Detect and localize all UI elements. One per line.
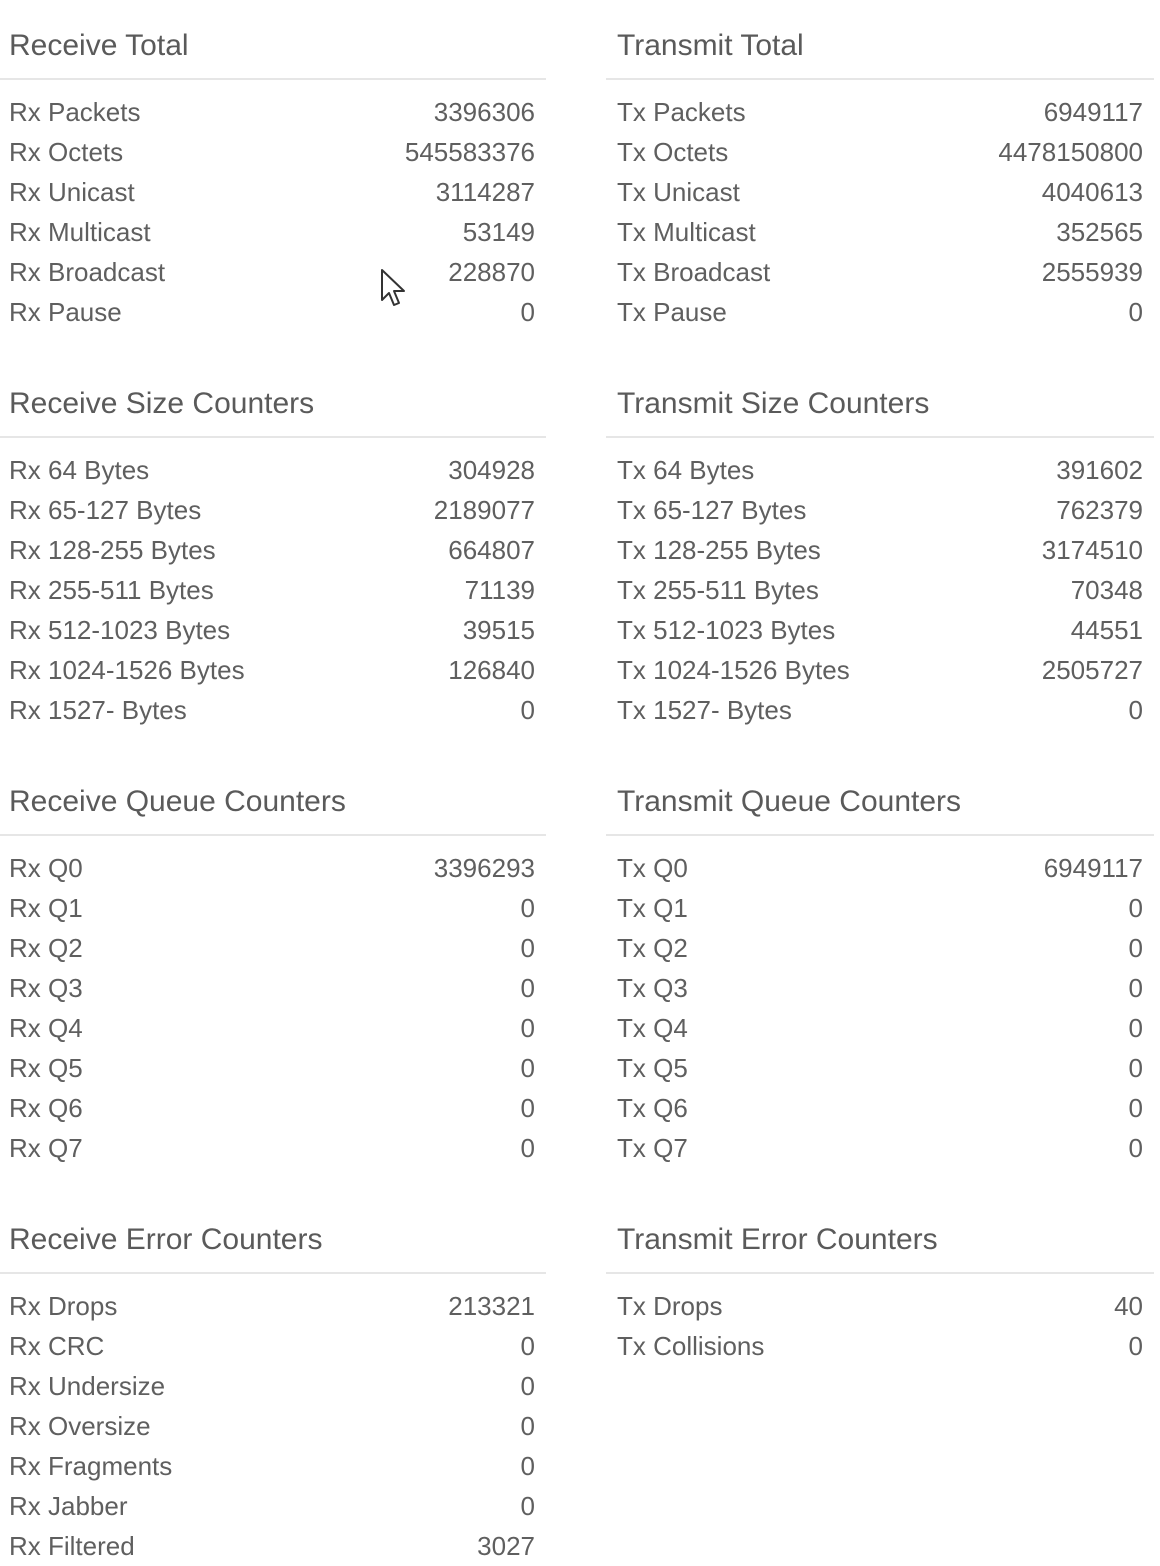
counter-value: 0 [520, 297, 535, 327]
counter-value: 0 [520, 1053, 535, 1083]
counter-value: 304928 [448, 455, 535, 485]
receive-size-section [0, 358, 546, 730]
counter-label: Rx Octets [9, 137, 124, 167]
counter-value: 0 [520, 1331, 535, 1361]
counter-label: Rx 1024-1526 Bytes [9, 655, 245, 685]
counter-row [606, 132, 1154, 172]
counter-row [0, 1326, 546, 1366]
transmit-error-section [606, 1194, 1154, 1366]
section-title: Transmit Total [606, 0, 1154, 80]
counter-label: Tx Q7 [617, 1133, 688, 1163]
counter-label: Tx Q2 [617, 933, 688, 963]
counter-label: Tx 255-511 Bytes [617, 575, 819, 605]
counter-value: 3027 [477, 1531, 535, 1561]
counter-value: 6949117 [1043, 853, 1143, 883]
counter-row [606, 252, 1154, 292]
counter-list [0, 80, 546, 332]
counter-label: Tx Collisions [617, 1331, 765, 1361]
counter-row [0, 132, 546, 172]
counter-label: Tx 128-255 Bytes [617, 535, 821, 565]
counter-row [606, 1088, 1154, 1128]
counter-value: 0 [1128, 1053, 1143, 1083]
counter-row [606, 1326, 1154, 1366]
counter-row [0, 212, 546, 252]
counter-row [0, 650, 546, 690]
counter-row [0, 570, 546, 610]
counter-row [0, 610, 546, 650]
counter-value: 0 [1128, 973, 1143, 1003]
counter-row [0, 1406, 546, 1446]
counter-label: Tx Broadcast [617, 257, 771, 287]
counter-value: 0 [1128, 695, 1143, 725]
counter-label: Tx Packets [617, 97, 746, 127]
counter-label: Tx Q6 [617, 1093, 688, 1123]
counter-row [0, 1088, 546, 1128]
counter-row [0, 172, 546, 212]
counter-value: 0 [520, 1013, 535, 1043]
counter-value: 0 [1128, 933, 1143, 963]
counter-label: Tx Pause [617, 297, 727, 327]
counter-list [0, 1274, 546, 1566]
counter-label: Rx Q4 [9, 1013, 83, 1043]
counter-row [606, 848, 1154, 888]
counter-row [606, 1008, 1154, 1048]
counter-row [0, 252, 546, 292]
counter-value: 0 [520, 1451, 535, 1481]
counter-label: Rx Pause [9, 297, 122, 327]
counter-row [0, 690, 546, 730]
counter-row [0, 1366, 546, 1406]
counter-row [606, 1128, 1154, 1168]
counter-value: 53149 [462, 217, 535, 247]
counter-row [606, 1048, 1154, 1088]
counter-row [0, 1486, 546, 1526]
counter-label: Rx Broadcast [9, 257, 166, 287]
counter-label: Tx 512-1023 Bytes [617, 615, 836, 645]
transmit-total-section [606, 0, 1154, 332]
counter-value: 2189077 [433, 495, 535, 525]
counter-value: 545583376 [404, 137, 535, 167]
counter-label: Tx Q4 [617, 1013, 688, 1043]
counter-list [606, 80, 1154, 332]
transmit-column [606, 0, 1154, 1366]
counter-row [606, 92, 1154, 132]
counter-value: 70348 [1070, 575, 1143, 605]
transmit-queue-section [606, 756, 1154, 1168]
counter-row [0, 92, 546, 132]
counter-row [0, 490, 546, 530]
counter-value: 39515 [462, 615, 535, 645]
counter-value: 2505727 [1041, 655, 1143, 685]
counter-value: 44551 [1070, 615, 1143, 645]
counter-label: Rx Drops [9, 1291, 118, 1321]
counter-row [0, 888, 546, 928]
section-title: Transmit Error Counters [606, 1194, 1154, 1274]
section-title: Transmit Size Counters [606, 358, 1154, 438]
counter-row [0, 530, 546, 570]
receive-total-section [0, 0, 546, 332]
section-title: Receive Total [0, 0, 546, 80]
counter-row [606, 690, 1154, 730]
counter-label: Tx 1024-1526 Bytes [617, 655, 850, 685]
counter-value: 0 [520, 1491, 535, 1521]
counter-value: 0 [1128, 1133, 1143, 1163]
counter-label: Rx 512-1023 Bytes [9, 615, 231, 645]
counter-row [606, 610, 1154, 650]
counter-row [0, 1048, 546, 1088]
counter-label: Tx Unicast [617, 177, 740, 207]
counter-value: 71139 [464, 575, 535, 605]
counter-row [606, 530, 1154, 570]
counter-value: 3396293 [433, 853, 535, 883]
counter-row [0, 1008, 546, 1048]
counter-label: Rx Q3 [9, 973, 83, 1003]
counter-label: Rx 65-127 Bytes [9, 495, 202, 525]
counter-list [606, 438, 1154, 730]
counter-value: 0 [1128, 1331, 1143, 1361]
counter-value: 0 [520, 1411, 535, 1441]
counter-value: 391602 [1056, 455, 1143, 485]
counter-row [606, 292, 1154, 332]
counter-label: Rx Q7 [9, 1133, 83, 1163]
counter-value: 0 [520, 973, 535, 1003]
counter-label: Tx Q0 [617, 853, 688, 883]
counter-row [606, 1286, 1154, 1326]
counter-label: Tx Q1 [617, 893, 688, 923]
receive-queue-section [0, 756, 546, 1168]
counter-label: Tx Q5 [617, 1053, 688, 1083]
counter-value: 4040613 [1041, 177, 1143, 207]
counter-label: Rx Unicast [9, 177, 135, 207]
counter-row [0, 1128, 546, 1168]
counter-value: 228870 [448, 257, 535, 287]
counter-label: Tx 65-127 Bytes [617, 495, 807, 525]
counter-label: Rx Q5 [9, 1053, 83, 1083]
counter-list [0, 836, 546, 1168]
counter-label: Rx CRC [9, 1331, 105, 1361]
counter-label: Rx Q2 [9, 933, 83, 963]
counter-row [606, 212, 1154, 252]
counter-row [606, 450, 1154, 490]
counter-label: Tx 64 Bytes [617, 455, 755, 485]
counter-label: Tx 1527- Bytes [617, 695, 792, 725]
counter-value: 0 [1128, 1093, 1143, 1123]
counter-list [606, 1274, 1154, 1366]
counter-value: 0 [520, 933, 535, 963]
counter-label: Rx 128-255 Bytes [9, 535, 216, 565]
counter-label: Rx Multicast [9, 217, 151, 247]
counter-list [606, 836, 1154, 1168]
counter-label: Rx Packets [9, 97, 141, 127]
counter-value: 6949117 [1043, 97, 1143, 127]
counter-value: 0 [1128, 893, 1143, 923]
counter-label: Rx Oversize [9, 1411, 151, 1441]
counter-list [0, 438, 546, 730]
counter-row [0, 1526, 546, 1566]
counter-row [606, 650, 1154, 690]
counter-value: 4478150800 [998, 137, 1143, 167]
counter-label: Tx Q3 [617, 973, 688, 1003]
counter-label: Rx Q6 [9, 1093, 83, 1123]
counter-row [606, 570, 1154, 610]
counter-row [0, 450, 546, 490]
counter-value: 3396306 [433, 97, 535, 127]
counter-label: Rx 64 Bytes [9, 455, 150, 485]
counter-row [0, 292, 546, 332]
counter-label: Rx Q1 [9, 893, 83, 923]
counter-row [0, 1446, 546, 1486]
counter-value: 126840 [448, 655, 535, 685]
counter-label: Tx Octets [617, 137, 729, 167]
counter-row [606, 928, 1154, 968]
counter-value: 762379 [1056, 495, 1143, 525]
counter-row [606, 172, 1154, 212]
counter-row [0, 1286, 546, 1326]
counter-value: 40 [1114, 1291, 1143, 1321]
counter-value: 0 [520, 1371, 535, 1401]
counter-label: Tx Multicast [617, 217, 756, 247]
transmit-size-section [606, 358, 1154, 730]
counter-value: 0 [1128, 297, 1143, 327]
counter-label: Tx Drops [617, 1291, 723, 1321]
counter-value: 0 [520, 893, 535, 923]
section-title: Receive Queue Counters [0, 756, 546, 836]
counter-value: 0 [520, 1093, 535, 1123]
section-title: Receive Size Counters [0, 358, 546, 438]
section-title: Receive Error Counters [0, 1194, 546, 1274]
counter-label: Rx Q0 [9, 853, 83, 883]
receive-column [0, 0, 546, 1566]
counter-row [606, 888, 1154, 928]
counter-label: Rx 1527- Bytes [9, 695, 187, 725]
receive-error-section [0, 1194, 546, 1566]
section-title: Transmit Queue Counters [606, 756, 1154, 836]
counter-value: 0 [520, 1133, 535, 1163]
counter-label: Rx Undersize [9, 1371, 166, 1401]
counter-row [606, 490, 1154, 530]
counter-row [0, 928, 546, 968]
counter-value: 2555939 [1041, 257, 1143, 287]
counter-value: 664807 [448, 535, 535, 565]
counter-label: Rx Filtered [9, 1531, 135, 1561]
counter-label: Rx Fragments [9, 1451, 173, 1481]
counter-value: 213321 [448, 1291, 535, 1321]
counter-value: 3174510 [1041, 535, 1143, 565]
mouse-pointer-icon [380, 268, 408, 310]
counter-value: 3114287 [435, 177, 535, 207]
counter-row [0, 848, 546, 888]
counter-label: Rx Jabber [9, 1491, 128, 1521]
counter-value: 352565 [1056, 217, 1143, 247]
counter-value: 0 [520, 695, 535, 725]
counter-label: Rx 255-511 Bytes [9, 575, 214, 605]
counter-row [0, 968, 546, 1008]
counter-value: 0 [1128, 1013, 1143, 1043]
counter-row [606, 968, 1154, 1008]
